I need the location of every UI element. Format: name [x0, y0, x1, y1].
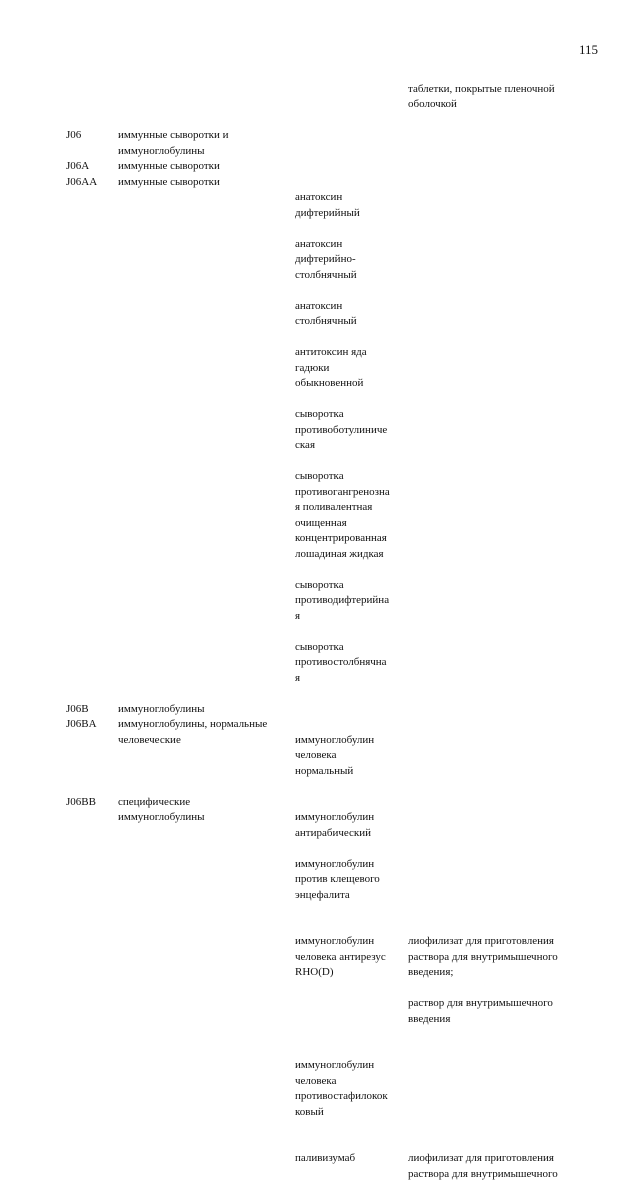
dosage-form: таблетки, покрытые пленочной оболочкой [408, 82, 555, 110]
table-row [0, 66, 640, 128]
page-number: 115 [578, 42, 598, 57]
drug-name: иммуноглобулин против клещевого энцефалита [295, 857, 380, 901]
drug-names [295, 717, 408, 795]
table-row [0, 919, 640, 1043]
atc-code: J06A [66, 160, 90, 172]
drug-names [295, 919, 408, 997]
drug-name: сыворотка противоботулиниче ская [295, 408, 388, 451]
drug-name: иммуноглобулин человека антирезус RHO(D) [295, 935, 386, 978]
drug-names [295, 795, 408, 919]
drug-name: сыворотка противогангренозна я поливалентная очищенная концентрированная лошадиная жидкая [295, 470, 390, 560]
group-name: иммунные сыворотки [118, 175, 220, 188]
drug-name: сыворотка противодифтерийна я [295, 578, 390, 622]
table-row [0, 1136, 640, 1198]
dosage-forms [408, 66, 578, 128]
drug-names [295, 175, 408, 702]
atc-code: J06 [66, 129, 82, 141]
drug-name: антитоксин яда гадюки обыкновенной [295, 346, 367, 389]
atc-classification-table [0, 66, 640, 1198]
drug-name: анатоксин столбнячный [295, 299, 357, 327]
group-name: специфические иммуноглобулины [118, 795, 205, 823]
dosage-forms [408, 1136, 578, 1198]
drug-name: иммуноглобулин антирабический [295, 811, 375, 839]
group-name: иммунные сыворотки [118, 160, 220, 172]
dosage-form: лиофилизат для приготовления раствора для внутримышечного введения; [408, 935, 558, 978]
table-row [0, 1043, 640, 1136]
group-name: иммуноглобулины, нормальные человеческие [118, 718, 268, 746]
dosage-form: лиофилизат для приготовления раствора для внутримышечного [408, 1152, 558, 1180]
group-name: иммунные сыворотки и иммуноглобулины [118, 129, 229, 157]
dosage-form: раствор для внутримышечного введения [408, 997, 553, 1025]
drug-name: сыворотка противостолбнячна я [295, 640, 387, 684]
drug-name: паливизумаб [295, 1152, 356, 1164]
table-row [0, 175, 640, 702]
atc-code: J06B [66, 702, 89, 715]
table-row [0, 702, 640, 718]
drug-name: анатоксин дифтерийный [295, 191, 360, 219]
drug-name: анатоксин дифтерийно- столбнячный [295, 237, 357, 281]
drug-names [295, 1136, 408, 1183]
drug-name: иммуноглобулин человека противостафилокок ковый [295, 1059, 388, 1118]
atc-code: J06BA [66, 718, 97, 730]
drug-name: иммуноглобулин человека нормальный [295, 733, 375, 777]
dosage-forms [408, 919, 578, 1043]
table-row [0, 717, 640, 795]
atc-code: J06BB [66, 795, 96, 808]
group-name: иммуноглобулины [118, 702, 205, 715]
atc-code: J06AA [66, 175, 98, 188]
drug-names [295, 1043, 408, 1136]
table-row [0, 128, 640, 159]
table-row [0, 795, 640, 919]
table-row [0, 159, 640, 175]
